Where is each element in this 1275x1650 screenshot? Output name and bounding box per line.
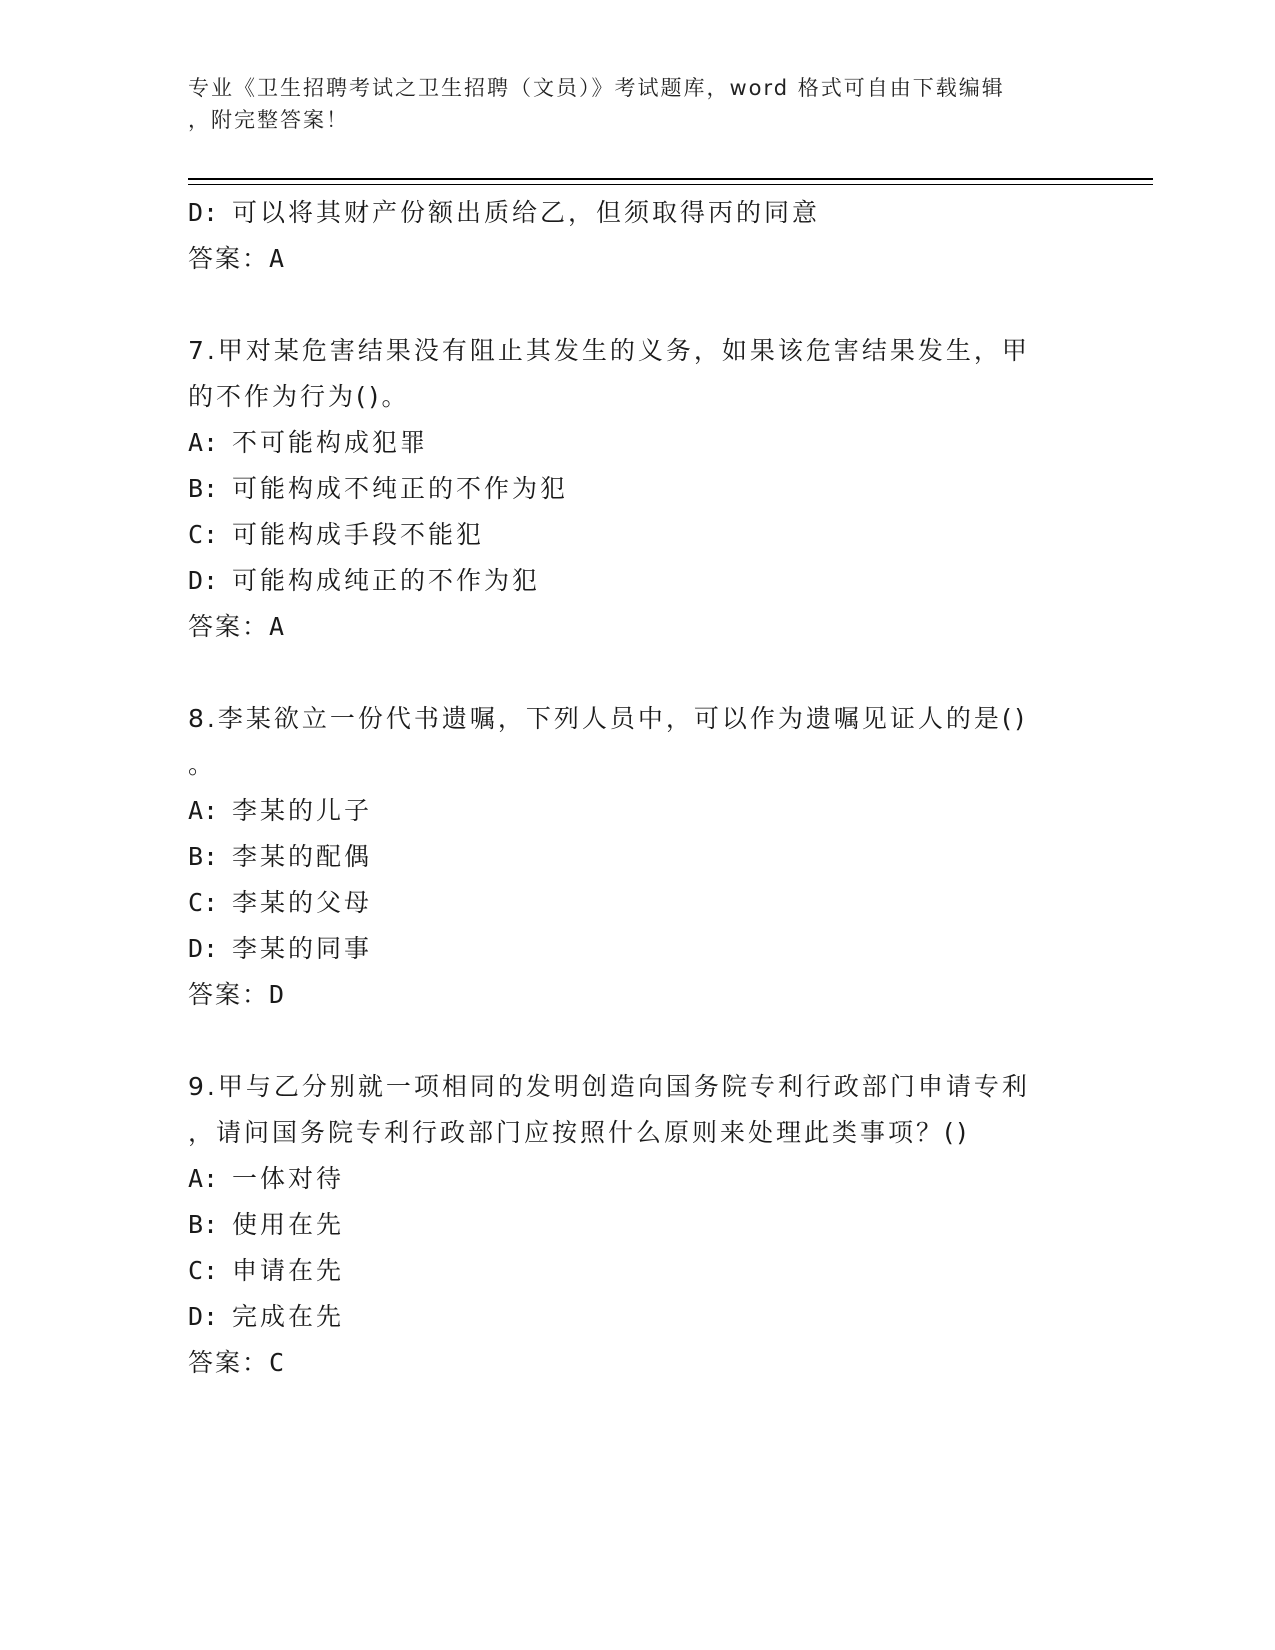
option-text: 可能构成不纯正的不作为犯 [232,474,569,503]
question-stem-line: 7.甲对某危害结果没有阻止其发生的义务，如果该危害结果发生，甲 [188,336,1030,365]
document-header [188,72,1068,136]
answer-label: 答案： [188,980,270,1009]
answer-value: A [269,612,285,641]
option-letter: D: [188,198,219,227]
question-option-c [188,512,1088,558]
option-text: 可能构成纯正的不作为犯 [232,566,541,595]
question-stem-line: 9.甲与乙分别就一项相同的发明创造向国务院专利行政部门申请专利 [188,1072,1030,1101]
option-text: 完成在先 [232,1302,345,1331]
option-letter: C: [188,1256,219,1285]
question-stem-line: ，请问国务院专利行政部门应按照什么原则来处理此类事项？() [188,1118,970,1147]
question-answer [188,604,1088,650]
answer-label: 答案： [188,244,270,273]
question-answer [188,1340,1088,1386]
question-7 [188,328,1088,650]
option-text: 李某的配偶 [232,842,373,871]
question-stem-line: 的不作为行为()。 [188,382,410,411]
question-option-b [188,834,1088,880]
answer-value: A [269,244,285,273]
question-option-d [188,926,1088,972]
question-stem-line: 。 [188,750,217,779]
answer-value: C [269,1348,285,1377]
option-text: 可以将其财产份额出质给乙，但须取得丙的同意 [232,198,821,227]
option-letter: A: [188,428,219,457]
question-option-c [188,880,1088,926]
question-option-c [188,1248,1088,1294]
option-letter: D: [188,934,219,963]
answer-label: 答案： [188,1348,270,1377]
answer-label: 答案： [188,612,270,641]
option-text: 申请在先 [232,1256,345,1285]
header-line-1: 专业《卫生招聘考试之卫生招聘（文员）》考试题库，word 格式可自由下载编辑 [188,76,1005,100]
question-option-d [188,1294,1088,1340]
header-line-2: ，附完整答案！ [188,108,349,132]
header-divider-thin [188,184,1153,185]
question-answer [188,972,1088,1018]
prev-option-d [188,190,1088,236]
option-letter: C: [188,888,219,917]
question-option-b [188,1202,1088,1248]
option-letter: B: [188,842,219,871]
answer-value: D [269,980,285,1009]
option-letter: D: [188,566,219,595]
header-divider-thick [188,178,1153,180]
option-text: 一体对待 [232,1164,345,1193]
question-option-b [188,466,1088,512]
question-stem-line: 8.李某欲立一份代书遗嘱，下列人员中，可以作为遗嘱见证人的是() [188,704,1028,733]
question-option-d [188,558,1088,604]
option-letter: D: [188,1302,219,1331]
option-text: 李某的父母 [232,888,373,917]
prev-answer [188,236,1088,282]
question-option-a [188,1156,1088,1202]
question-option-a [188,420,1088,466]
option-letter: A: [188,1164,219,1193]
option-text: 李某的同事 [232,934,373,963]
option-text: 可能构成手段不能犯 [232,520,485,549]
option-letter: B: [188,1210,219,1239]
option-letter: B: [188,474,219,503]
option-letter: A: [188,796,219,825]
option-letter: C: [188,520,219,549]
question-option-a [188,788,1088,834]
question-9 [188,1064,1088,1386]
question-8 [188,696,1088,1018]
option-text: 使用在先 [232,1210,345,1239]
option-text: 李某的儿子 [232,796,373,825]
question-list [188,190,1088,1386]
option-text: 不可能构成犯罪 [232,428,429,457]
